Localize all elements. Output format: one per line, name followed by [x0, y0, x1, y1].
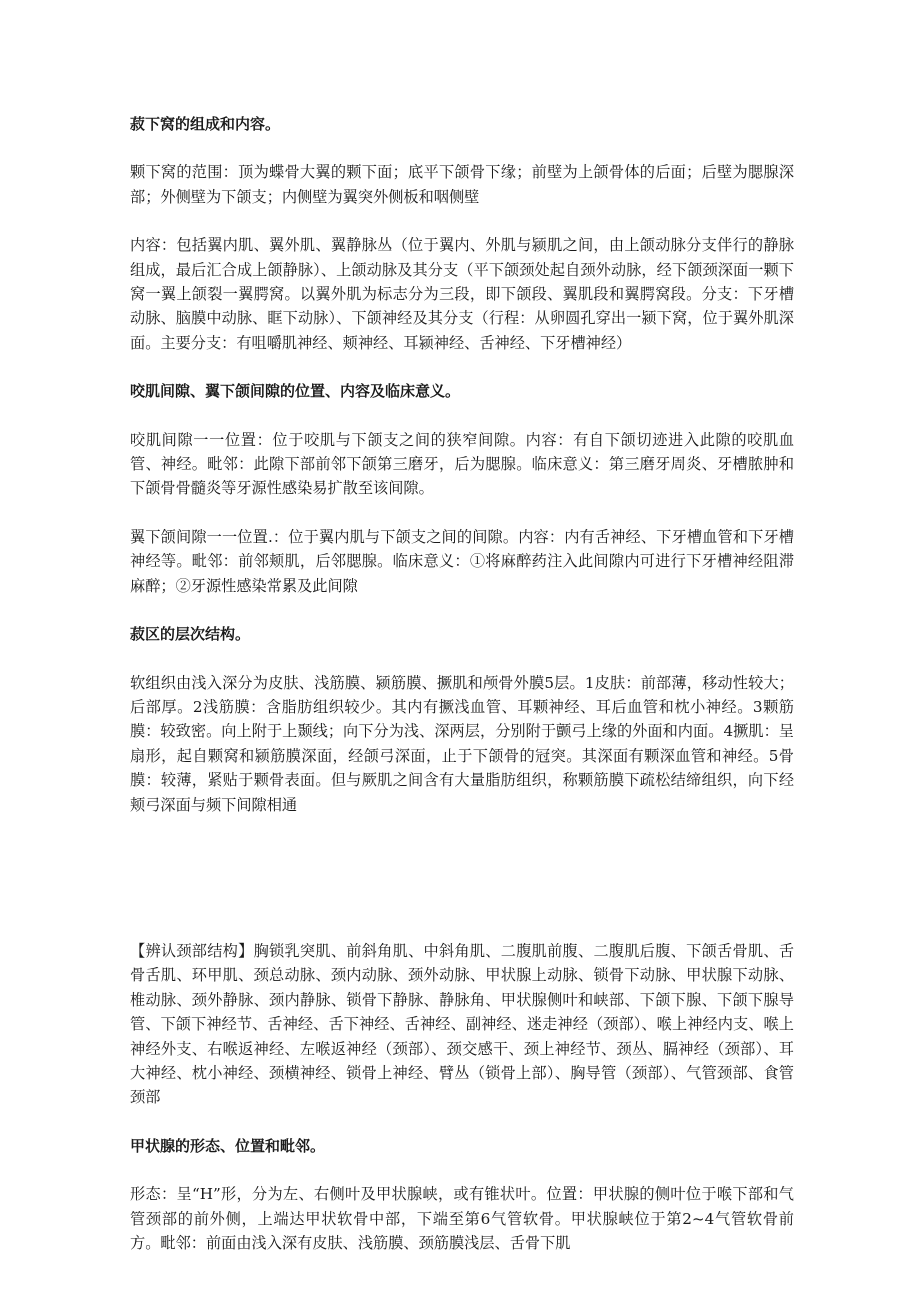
section-heading: 菽区的层次结构。	[130, 625, 251, 644]
document-body	[130, 112, 794, 1255]
paragraph: 内容：包括翼内肌、翼外肌、翼静脉丛（位于翼内、外肌与颍肌之间，由上颌动脉分支伴行的静脉组成，最后汇合成上颌静脉）、上颌动脉及其分支（平下颌颈处起自颈外动脉，经下颌颈深面一颗下窝一翼上颌裂一翼腭窝。以翼外肌为标志分为三段，即下颌段、翼肌段和翼腭窝段。分支：下牙槽动脉、脑膜中动脉、眶下动脉）、下颌神经及其分支（行程：从卵圆孔穿出一颍下窝，位于翼外肌深面。主要分支：有咀嚼肌神经、颊神经、耳颍神经、舌神经、下牙槽神经）	[130, 236, 794, 352]
section-heading: 甲状腺的形态、位置和毗邻。	[130, 1136, 326, 1155]
section-heading: 咬肌间隙、翼下颌间隙的位置、内容及临床意义。	[130, 382, 461, 401]
paragraph: 咬肌间隙一一位置：位于咬肌与下颌支之间的狭窄间隙。内容：有自下颌切迹进入此隙的咬肌血管、神经。毗邻：此隙下部前邻下颌第三磨牙，后为腮腺。临床意义：第三磨牙周炎、牙槽脓肿和下颌骨骨髓炎等牙源性感染易扩散至该间隙。	[130, 430, 794, 498]
section-heading: 菽下窝的组成和内容。	[130, 115, 281, 133]
paragraph: 翼下颌间隙一一位置.：位于翼内肌与下颌支之间的间隙。内容：内有舌神经、下牙槽血管和下牙槽神经等。毗邻：前邻颊肌，后邻腮腺。临床意义：①将麻醉药注入此间隙内可进行下牙槽神经阻滞麻醉；②牙源性感染常累及此间隙	[130, 527, 794, 595]
neck-structures-paragraph	[130, 939, 794, 1110]
paragraph: 形态：呈“H”形，分为左、右侧叶及甲状腺峡，或有锥状叶。位置：甲状腺的侧叶位于喉下部和气管颈部的前外侧，上端达甲状软骨中部，下端至第6气管软骨。甲状腺峡位于第2~4气管软骨前方。毗邻：前面由浅入深有皮肤、浅筋膜、颈筋膜浅层、舌骨下肌	[130, 1185, 794, 1252]
neck-structures-text: 胸锁乳突肌、前斜角肌、中斜角肌、二腹肌前腹、二腹肌后腹、下颌舌骨肌、舌骨舌肌、环甲肌、颈总动脉、颈内动脉、颈外动脉、甲状腺上动脉、锁骨下动脉、甲状腺下动脉、椎动脉、颈外静脉、颈内静脉、锁骨下静脉、静脉角、甲状腺侧叶和峡部、下颌下腺、下颌下腺导管、下颌下神经节、舌神经、舌下神经、舌神经、副神经、迷走神经（颈部）、喉上神经内支、喉上神经外支、右喉返神经、左喉返神经（颈部）、颈交感干、颈上神经节、颈丛、膈神经（颈部）、耳大神经、枕小神经、颈横神经、锁骨上神经、臂丛（锁骨上部）、胸导管（颈部）、气管颈部、食管颈部	[130, 941, 795, 1107]
paragraph: 颗下窝的范围：顶为蝶骨大翼的颗下面；底平下颌骨下缘；前壁为上颌骨体的后面；后壁为腮腺深部；外侧壁为下颌支；内侧壁为翼突外侧板和咽侧壁	[130, 163, 794, 206]
neck-structures-label: 【辨认颈部结构】	[130, 941, 254, 960]
paragraph: 软组织由浅入深分为皮肤、浅筋膜、颍筋膜、撅肌和颅骨外膜5层。1皮肤：前部薄，移动性较大；后部厚。2浅筋膜：含脂肪组织较少。其内有撅浅血管、耳颗神经、耳后血管和枕小神经。3颗筋膜：较致密。向上附于上颞线；向下分为浅、深两层，分别附于颤弓上缘的外面和内面。4撅肌：呈扇形，起自颗窝和颍筋膜深面，经颌弓深面，止于下颌骨的冠突。其深面有颗深血管和神经。5骨膜：较薄，紧贴于颗骨表面。但与厥肌之间含有大量脂肪组织，称颗筋膜下疏松结缔组织，向下经颊弓深面与频下间隙相通	[130, 673, 794, 814]
